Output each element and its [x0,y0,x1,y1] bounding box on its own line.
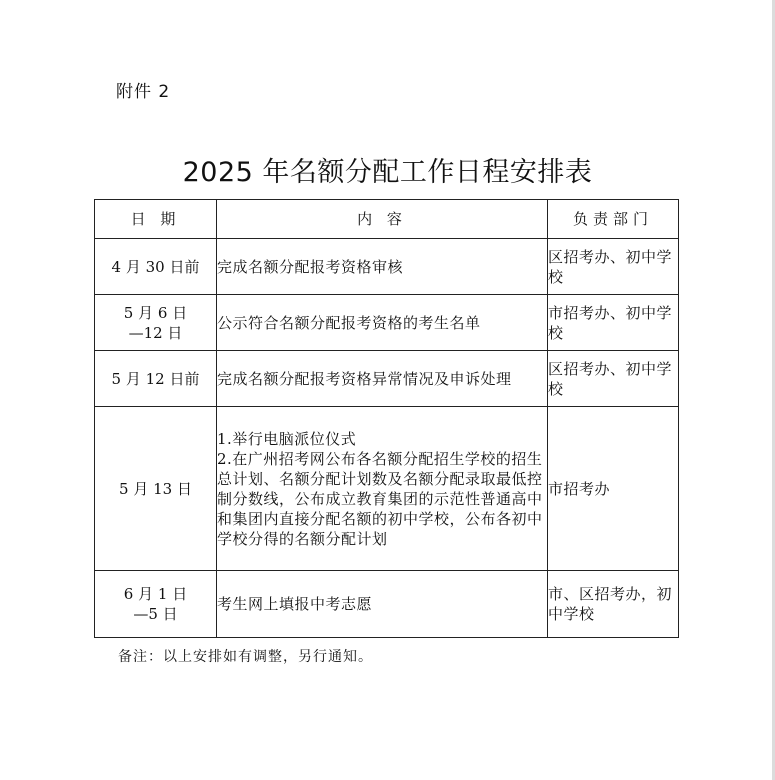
row-date: 5 月 12 日前 [95,351,217,407]
row-content [217,351,548,407]
table-row [95,407,679,571]
attachment-label: 附件 2 [116,82,171,102]
row-date: 6 月 1 日—5 日 [95,571,217,638]
row-department: 市招考办、初中学校 [548,295,679,351]
row-date: 5 月 6 日—12 日 [95,295,217,351]
row-content [217,571,548,638]
schedule-table [94,199,679,638]
content-line: 完成名额分配报考资格审核 [217,257,404,276]
row-department: 区招考办、初中学校 [548,351,679,407]
row-date: 5 月 13 日 [95,407,217,571]
content-line: 1.举行电脑派位仪式 [217,429,357,448]
table-row [95,571,679,638]
table-row [95,295,679,351]
row-content [217,239,548,295]
row-date: 4 月 30 日前 [95,239,217,295]
content-line: 公示符合名额分配报考资格的考生名单 [217,313,481,332]
row-department: 市招考办 [548,407,679,571]
row-department: 市、区招考办，初中学校 [548,571,679,638]
table-row [95,239,679,295]
content-line: 完成名额分配报考资格异常情况及申诉处理 [217,369,512,388]
row-content [217,295,548,351]
content-line: 2.在广州招考网公布各名额分配招生学校的招生总计划、名额分配计划数及名额分配录取最低控制分数线，公布成立教育集团的示范性普通高中和集团内直接分配名额的初中学校，公布各初中学校分得的名额分配计划 [217,449,543,548]
content-line: 考生网上填报中考志愿 [217,595,373,613]
table-header-row [95,200,679,239]
row-department: 区招考办、初中学校 [548,239,679,295]
footnote: 备注：以上安排如有调整，另行通知。 [118,649,373,665]
page-title: 2025 年名额分配工作日程安排表 [182,157,593,188]
header-department: 负责部门 [548,200,679,239]
row-content [217,407,548,571]
table-row [95,351,679,407]
header-date: 日 期 [95,200,217,239]
header-content: 内 容 [217,200,548,239]
